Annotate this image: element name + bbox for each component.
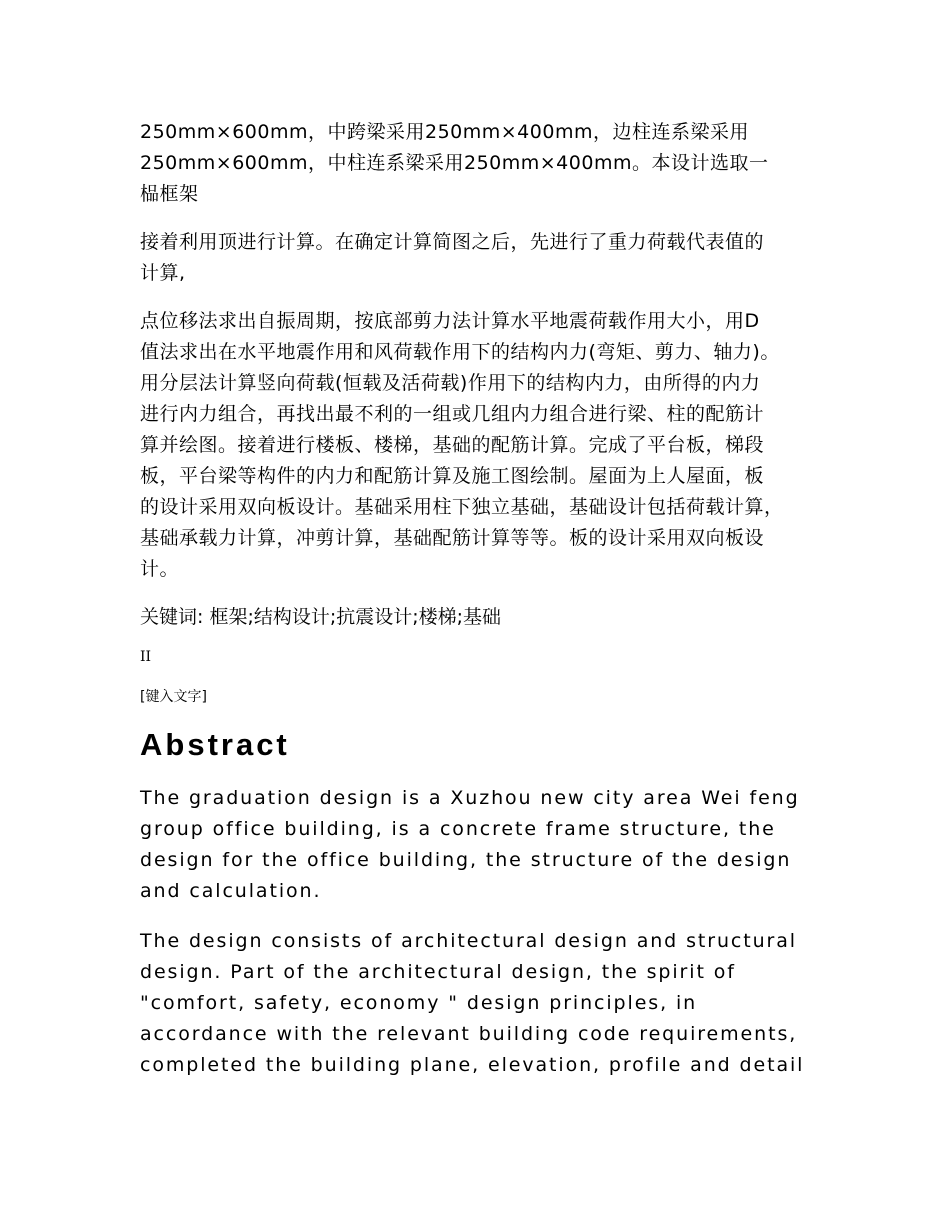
text-line: group office building, is a concrete frame structure, the xyxy=(140,818,776,840)
text-line: 250mm×600mm，中柱连系梁采用250mm×400mm。本设计选取一 xyxy=(140,152,769,174)
text-line: 计算, xyxy=(140,262,186,284)
text-line: 榀框架 xyxy=(140,183,199,205)
text-line: "comfort, safety, economy " design principles, in xyxy=(140,992,698,1014)
english-paragraph xyxy=(140,783,830,907)
page-number: II xyxy=(140,649,152,665)
text-line: design for the office building, the structure of the design xyxy=(140,849,792,871)
text-line: The design consists of architectural design and structural xyxy=(140,930,797,952)
chinese-paragraph xyxy=(140,306,830,585)
text-line: The graduation design is a Xuzhou new city area Wei feng xyxy=(140,787,800,809)
abstract-heading: Abstract xyxy=(140,727,290,762)
text-line: 接着利用顶进行计算。在确定计算简图之后，先进行了重力荷载代表值的 xyxy=(140,231,765,253)
text-line: 用分层法计算竖向荷载(恒载及活荷载)作用下的结构内力，由所得的内力 xyxy=(140,372,761,394)
text-line: 计。 xyxy=(140,558,180,580)
text-line: 的设计采用双向板设计。基础采用柱下独立基础，基础设计包括荷载计算， xyxy=(140,496,784,518)
text-line: 250mm×600mm，中跨梁采用250mm×400mm，边柱连系梁采用 xyxy=(140,121,749,143)
text-line: 板，平台梁等构件的内力和配筋计算及施工图绘制。屋面为上人屋面，板 xyxy=(140,465,765,487)
text-line: 值法求出在水平地震作用和风荷载作用下的结构内力(弯矩、剪力、轴力)。 xyxy=(140,341,780,363)
text-line: 点位移法求出自振周期，按底部剪力法计算水平地震荷载作用大小，用D xyxy=(140,310,760,332)
text-line: completed the building plane, elevation, profile and detail xyxy=(140,1054,805,1076)
text-line: 进行内力组合，再找出最不利的一组或几组内力组合进行梁、柱的配筋计 xyxy=(140,403,765,425)
document-page xyxy=(140,117,830,1100)
chinese-paragraph xyxy=(140,117,830,210)
chinese-paragraph xyxy=(140,227,830,289)
placeholder-text: [键入文字] xyxy=(140,689,207,705)
text-line: and calculation. xyxy=(140,880,322,902)
text-line: accordance with the relevant building code requirements, xyxy=(140,1023,798,1045)
text-line: 基础承载力计算，冲剪计算，基础配筋计算等等。板的设计采用双向板设 xyxy=(140,527,765,549)
english-paragraph xyxy=(140,926,830,1081)
text-line: 算并绘图。接着进行楼板、楼梯，基础的配筋计算。完成了平台板，梯段 xyxy=(140,434,765,456)
keywords-line: 关键词: 框架;结构设计;抗震设计;楼梯;基础 xyxy=(140,606,502,628)
text-line: design. Part of the architectural design, the spirit of xyxy=(140,961,736,983)
